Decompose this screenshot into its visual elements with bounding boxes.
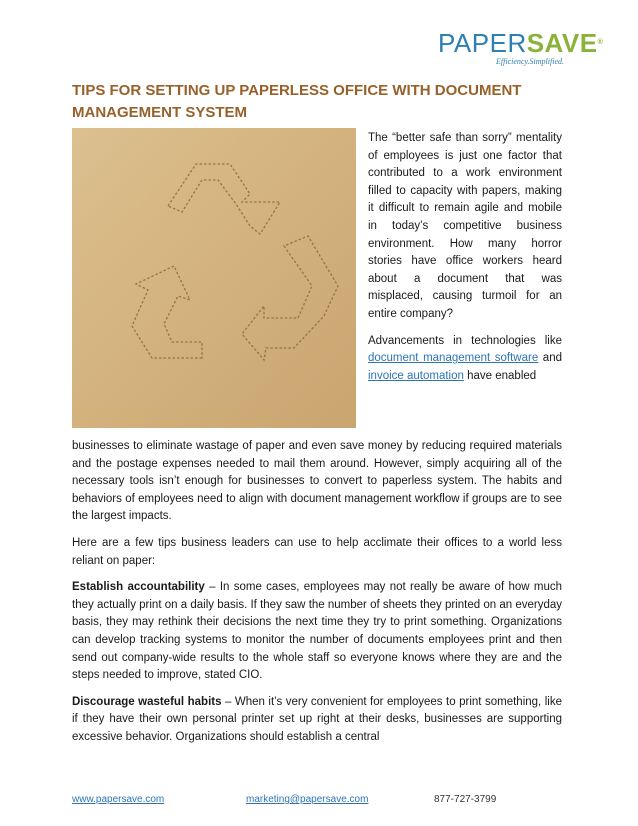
- tip-accountability: [72, 579, 562, 685]
- intro-paragraph-2-start: Advancements in technologies like document management software and invoice automation have enabled: [368, 334, 562, 382]
- logo-wordmark: PAPERSAVE®: [438, 28, 604, 58]
- intro-paragraph-2-cont: businesses to eliminate wastage of paper and even save money by reducing required materials and the postage expenses needed to mail them around. However, simply acquiring all of the necessary tools isn’t enough for businesses to convert to paperless system. The habits and behaviors of employees need to align with document management workflow if groups are to see the largest impacts.: [72, 440, 562, 523]
- footer-website-link[interactable]: www.papersave.com: [72, 794, 165, 805]
- logo-tagline: Efficiency.Simplified.: [496, 57, 564, 66]
- footer-email-link[interactable]: marketing@papersave.com: [246, 794, 369, 805]
- tip-accountability-heading: Establish accountability: [72, 581, 205, 594]
- tip-wasteful-habits-heading: Discourage wasteful habits: [72, 695, 222, 708]
- document-title: TIPS FOR SETTING UP PAPERLESS OFFICE WITH DOCUMENT MANAGEMENT SYSTEM: [72, 82, 522, 121]
- intro-wrap-column: [368, 130, 562, 394]
- tips-intro-paragraph: Here are a few tips business leaders can use to help acclimate their offices to a world less reliant on paper:: [72, 536, 562, 567]
- tip-wasteful-habits: [72, 694, 562, 747]
- intro-paragraph-1: The “better safe than sorry” mentality of employees is just one factor that contributed to a work environment filled to capacity with papers, making it difficult to remain agile and mobile in today’s competitive business environment. How many horror stories have office workers heard about a document that was misplaced, causing turmoil for an entire company?: [368, 132, 562, 320]
- document-management-software-link[interactable]: document management software: [368, 352, 539, 365]
- invoice-automation-link[interactable]: invoice automation: [368, 369, 464, 382]
- body-text: [72, 438, 562, 756]
- tip-accountability-text: – In some cases, employees may not really be aware of how much they actually print on a daily basis. If they saw the number of sheets they printed on an everyday basis, they may rethink their decisions the next time they try to print something. Organizations can develop tracking systems to monitor the number of documents employees print and then send out company-wide results to the whole staff so everyone knows where they are and the steps needed to improve, stated CIO.: [72, 581, 562, 682]
- recycle-cardboard-image: [72, 128, 356, 428]
- papersave-logo: [438, 28, 604, 78]
- footer-phone: 877-727-3799: [434, 794, 497, 805]
- tip-wasteful-habits-text: – When it’s very convenient for employees to print something, like if they have their own personal printer set up right at their desks, businesses are supporting excessive behavior. Organizations should establish a central: [72, 695, 562, 743]
